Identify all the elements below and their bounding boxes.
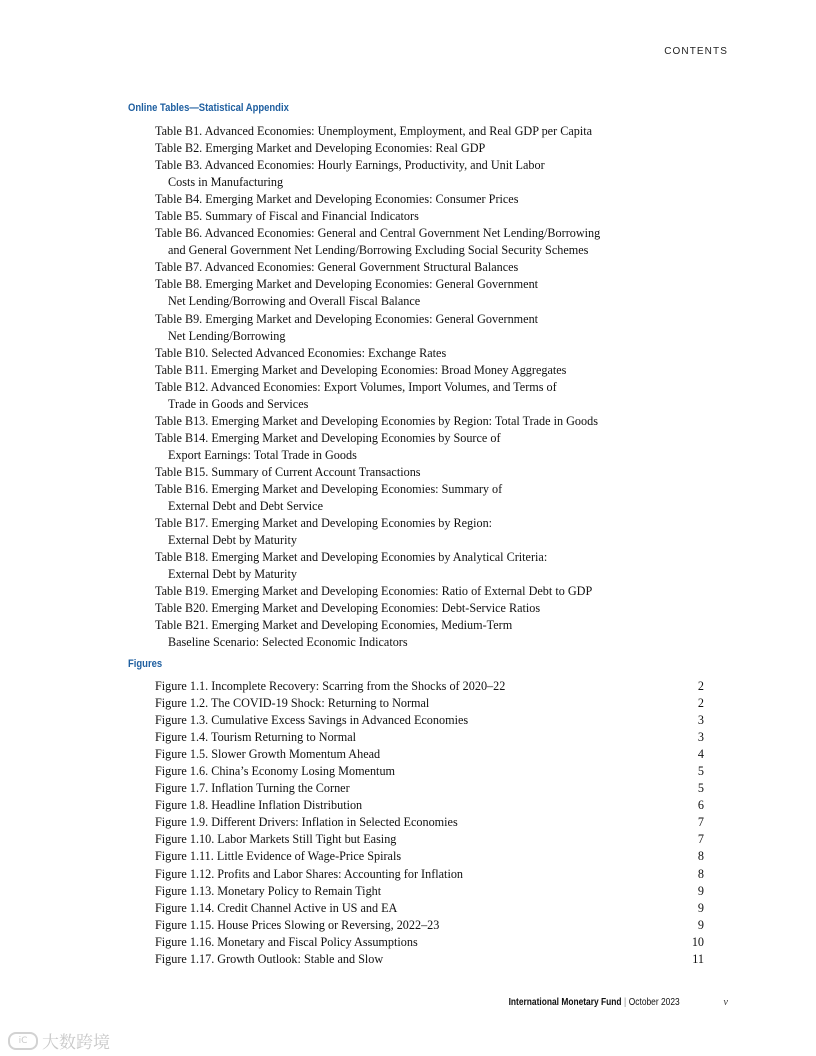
figure-entry[interactable] xyxy=(155,712,704,729)
figure-entry-page: 6 xyxy=(697,798,704,813)
table-entry-title: Table B16. Emerging Market and Developing Economies: Summary of xyxy=(155,481,503,496)
figure-entry-title: Figure 1.13. Monetary Policy to Remain Tight xyxy=(155,883,382,898)
footer-separator: | xyxy=(624,997,627,1008)
figures-list xyxy=(155,678,704,968)
table-entry[interactable] xyxy=(155,157,600,191)
figure-entry-title: Figure 1.15. House Prices Slowing or Reversing, 2022–23 xyxy=(155,917,440,932)
figure-entry-title: Figure 1.9. Different Drivers: Inflation in Selected Economies xyxy=(155,815,458,830)
table-entry-title: Table B21. Emerging Market and Developing Economies, Medium-Term xyxy=(155,618,513,633)
figure-entry-title: Figure 1.12. Profits and Labor Shares: Accounting for Inflation xyxy=(155,866,464,881)
table-entry[interactable] xyxy=(155,413,600,430)
table-entry[interactable] xyxy=(155,225,600,259)
watermark xyxy=(8,1028,110,1053)
figure-entry-page: 9 xyxy=(697,900,704,915)
figure-entry-title: Figure 1.4. Tourism Returning to Normal xyxy=(155,730,357,745)
table-entry-continuation: Net Lending/Borrowing xyxy=(168,328,286,343)
figure-entry-page: 7 xyxy=(697,832,704,847)
table-entry[interactable] xyxy=(155,276,600,310)
table-entry[interactable] xyxy=(155,140,600,157)
figure-entry-page: 9 xyxy=(697,917,704,932)
table-entry[interactable] xyxy=(155,600,600,617)
figure-entry[interactable] xyxy=(155,831,704,848)
figure-entry-page: 8 xyxy=(697,849,704,864)
watermark-text: 大数跨境 xyxy=(42,1033,110,1053)
table-entry[interactable] xyxy=(155,123,600,140)
table-entry-title: Table B20. Emerging Market and Developing Economies: Debt-Service Ratios xyxy=(155,601,541,616)
figure-entry[interactable] xyxy=(155,797,704,814)
table-entry-title: Table B15. Summary of Current Account Transactions xyxy=(155,464,421,479)
table-entry[interactable] xyxy=(155,464,600,481)
table-entry-title: Table B1. Advanced Economies: Unemployment, Employment, and Real GDP per Capita xyxy=(155,124,593,138)
table-entry-continuation: Net Lending/Borrowing and Overall Fiscal Balance xyxy=(168,294,421,309)
table-entry-title: Table B4. Emerging Market and Developing Economies: Consumer Prices xyxy=(155,192,519,207)
figure-entry[interactable] xyxy=(155,814,704,831)
table-entry[interactable] xyxy=(155,617,600,651)
table-entry-title: Table B10. Selected Advanced Economies: Exchange Rates xyxy=(155,345,447,360)
figure-entry[interactable] xyxy=(155,866,704,883)
watermark-logo-icon: iC xyxy=(8,1032,38,1050)
figure-entry-page: 2 xyxy=(697,679,704,693)
table-entry-title: Table B11. Emerging Market and Developing Economies: Broad Money Aggregates xyxy=(155,362,567,377)
table-entry-continuation: External Debt by Maturity xyxy=(168,533,297,548)
table-entry[interactable] xyxy=(155,311,600,345)
figure-entry-page: 5 xyxy=(697,764,704,779)
table-entry[interactable] xyxy=(155,208,600,225)
figure-entry-title: Figure 1.14. Credit Channel Active in US and EA xyxy=(155,900,398,915)
figure-entry-page: 3 xyxy=(697,730,704,745)
figure-entry[interactable] xyxy=(155,746,704,763)
figure-entry-page: 3 xyxy=(697,713,704,728)
figure-entry-title: Figure 1.5. Slower Growth Momentum Ahead xyxy=(155,747,381,762)
table-entry-title: Table B13. Emerging Market and Developing Economies by Region: Total Trade in Goods xyxy=(155,413,598,428)
figure-entry[interactable] xyxy=(155,678,704,695)
table-entry[interactable] xyxy=(155,345,600,362)
table-entry-continuation: External Debt and Debt Service xyxy=(168,499,323,514)
figure-entry-page: 9 xyxy=(697,883,704,898)
figure-entry-title: Figure 1.7. Inflation Turning the Corner xyxy=(155,781,350,796)
table-entry-title: Table B7. Advanced Economies: General Government Structural Balances xyxy=(155,260,519,275)
table-entry-title: Table B14. Emerging Market and Developing Economies by Source of xyxy=(155,430,501,445)
table-entry[interactable] xyxy=(155,430,600,464)
figure-entry-title: Figure 1.6. China’s Economy Losing Momentum xyxy=(155,764,396,779)
running-head: CONTENTS xyxy=(664,46,728,57)
figure-entry[interactable] xyxy=(155,917,704,934)
figure-entry-title: Figure 1.11. Little Evidence of Wage-Price Spirals xyxy=(155,849,402,864)
table-entry[interactable] xyxy=(155,549,600,583)
table-entry-continuation: and General Government Net Lending/Borrowing Excluding Social Security Schemes xyxy=(168,243,589,258)
figure-entry[interactable] xyxy=(155,780,704,797)
table-entry-title: Table B2. Emerging Market and Developing Economies: Real GDP xyxy=(155,141,486,156)
table-entry[interactable] xyxy=(155,191,600,208)
figure-entry[interactable] xyxy=(155,900,704,917)
table-entry[interactable] xyxy=(155,379,600,413)
online-tables-list xyxy=(155,123,600,651)
figure-entry[interactable] xyxy=(155,729,704,746)
figure-entry[interactable] xyxy=(155,951,704,968)
figure-entry-title: Figure 1.2. The COVID-19 Shock: Returning to Normal xyxy=(155,696,430,711)
figure-entry-page: 2 xyxy=(697,696,704,711)
figure-entry-page: 10 xyxy=(691,934,704,949)
table-entry-title: Table B18. Emerging Market and Developing Economies by Analytical Criteria: xyxy=(155,550,548,565)
table-entry[interactable] xyxy=(155,259,600,276)
table-entry-continuation: External Debt by Maturity xyxy=(168,567,297,582)
figure-entry[interactable] xyxy=(155,763,704,780)
table-entry-title: Table B9. Emerging Market and Developing Economies: General Government xyxy=(155,311,539,326)
table-entry-continuation: Trade in Goods and Services xyxy=(168,396,309,411)
table-entry-title: Table B19. Emerging Market and Developing Economies: Ratio of External Debt to GDP xyxy=(155,584,593,599)
table-entry-continuation: Baseline Scenario: Selected Economic Indicators xyxy=(168,635,408,650)
figure-entry-page: 11 xyxy=(692,951,704,966)
figure-entry[interactable] xyxy=(155,848,704,865)
table-entry[interactable] xyxy=(155,515,600,549)
page-footer xyxy=(509,997,680,1008)
figure-entry-title: Figure 1.8. Headline Inflation Distribution xyxy=(155,798,363,813)
footer-publisher: International Monetary Fund xyxy=(508,997,622,1008)
table-entry-title: Table B8. Emerging Market and Developing Economies: General Government xyxy=(155,277,539,292)
figure-entry-title: Figure 1.17. Growth Outlook: Stable and Slow xyxy=(155,951,384,966)
figure-entry[interactable] xyxy=(155,695,704,712)
table-entry-continuation: Export Earnings: Total Trade in Goods xyxy=(168,447,357,462)
figure-entry-page: 8 xyxy=(697,866,704,881)
table-entry[interactable] xyxy=(155,583,600,600)
figure-entry-title: Figure 1.16. Monetary and Fiscal Policy Assumptions xyxy=(155,934,418,949)
table-entry-title: Table B5. Summary of Fiscal and Financial Indicators xyxy=(155,209,419,224)
figure-entry-title: Figure 1.3. Cumulative Excess Savings in Advanced Economies xyxy=(155,713,469,728)
figure-entry[interactable] xyxy=(155,934,704,951)
footer-date: October 2023 xyxy=(629,997,680,1008)
table-entry[interactable] xyxy=(155,362,600,379)
figure-entry-page: 5 xyxy=(697,781,704,796)
figure-entry-page: 7 xyxy=(697,815,704,830)
page-number: v xyxy=(723,997,728,1008)
figure-entry-title: Figure 1.10. Labor Markets Still Tight but Easing xyxy=(155,832,397,847)
online-tables-heading: Online Tables—Statistical Appendix xyxy=(128,102,289,114)
table-entry-continuation: Costs in Manufacturing xyxy=(168,175,284,190)
table-entry-title: Table B3. Advanced Economies: Hourly Earnings, Productivity, and Unit Labor xyxy=(155,158,545,173)
table-entry-title: Table B6. Advanced Economies: General and Central Government Net Lending/Borrowing xyxy=(155,226,601,241)
figure-entry-page: 4 xyxy=(697,747,704,762)
table-entry-title: Table B12. Advanced Economies: Export Volumes, Import Volumes, and Terms of xyxy=(155,379,557,394)
table-entry-title: Table B17. Emerging Market and Developing Economies by Region: xyxy=(155,516,493,531)
figure-entry-title: Figure 1.1. Incomplete Recovery: Scarring from the Shocks of 2020–22 xyxy=(155,679,506,693)
figure-entry[interactable] xyxy=(155,883,704,900)
figures-heading: Figures xyxy=(128,658,163,670)
table-entry[interactable] xyxy=(155,481,600,515)
